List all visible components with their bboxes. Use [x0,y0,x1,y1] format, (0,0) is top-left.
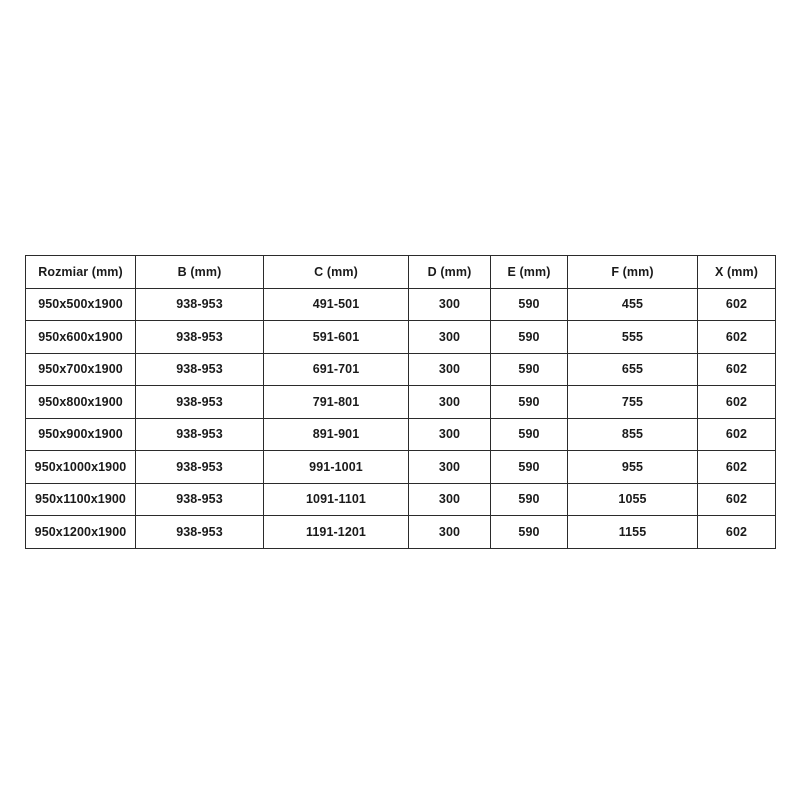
cell-f: 455 [568,288,698,321]
table-header [26,256,776,289]
cell-b: 938-953 [136,516,264,549]
cell-size: 950x700x1900 [26,353,136,386]
table-row [26,516,776,549]
cell-d: 300 [409,418,491,451]
cell-x: 602 [698,418,776,451]
table-row [26,386,776,419]
cell-e: 590 [491,353,568,386]
cell-size: 950x1100x1900 [26,483,136,516]
column-header-b: B (mm) [136,256,264,289]
cell-b: 938-953 [136,483,264,516]
cell-f: 555 [568,321,698,354]
cell-d: 300 [409,288,491,321]
cell-size: 950x500x1900 [26,288,136,321]
column-header-x: X (mm) [698,256,776,289]
cell-x: 602 [698,386,776,419]
cell-f: 1155 [568,516,698,549]
table-row [26,353,776,386]
cell-c: 891-901 [264,418,409,451]
cell-c: 491-501 [264,288,409,321]
column-header-size: Rozmiar (mm) [26,256,136,289]
cell-d: 300 [409,321,491,354]
cell-b: 938-953 [136,418,264,451]
cell-size: 950x1000x1900 [26,451,136,484]
cell-size: 950x900x1900 [26,418,136,451]
table-row [26,418,776,451]
column-header-e: E (mm) [491,256,568,289]
table-header-row [26,256,776,289]
cell-x: 602 [698,321,776,354]
cell-f: 655 [568,353,698,386]
cell-d: 300 [409,386,491,419]
cell-c: 1191-1201 [264,516,409,549]
cell-x: 602 [698,353,776,386]
table-row [26,321,776,354]
dimensions-table-container [25,255,775,549]
cell-size: 950x800x1900 [26,386,136,419]
dimensions-table [25,255,776,549]
cell-c: 791-801 [264,386,409,419]
cell-e: 590 [491,386,568,419]
cell-d: 300 [409,483,491,516]
cell-size: 950x600x1900 [26,321,136,354]
cell-b: 938-953 [136,321,264,354]
cell-x: 602 [698,288,776,321]
cell-f: 955 [568,451,698,484]
table-row [26,451,776,484]
cell-e: 590 [491,288,568,321]
cell-c: 691-701 [264,353,409,386]
cell-f: 1055 [568,483,698,516]
cell-d: 300 [409,353,491,386]
column-header-f: F (mm) [568,256,698,289]
cell-d: 300 [409,516,491,549]
column-header-c: C (mm) [264,256,409,289]
cell-b: 938-953 [136,451,264,484]
cell-x: 602 [698,451,776,484]
cell-size: 950x1200x1900 [26,516,136,549]
table-row [26,288,776,321]
cell-c: 1091-1101 [264,483,409,516]
cell-e: 590 [491,321,568,354]
cell-x: 602 [698,483,776,516]
cell-f: 855 [568,418,698,451]
column-header-d: D (mm) [409,256,491,289]
table-body [26,288,776,548]
cell-b: 938-953 [136,386,264,419]
cell-c: 591-601 [264,321,409,354]
cell-e: 590 [491,483,568,516]
cell-e: 590 [491,418,568,451]
cell-b: 938-953 [136,353,264,386]
cell-e: 590 [491,516,568,549]
cell-b: 938-953 [136,288,264,321]
cell-c: 991-1001 [264,451,409,484]
cell-f: 755 [568,386,698,419]
cell-d: 300 [409,451,491,484]
cell-e: 590 [491,451,568,484]
cell-x: 602 [698,516,776,549]
table-row [26,483,776,516]
